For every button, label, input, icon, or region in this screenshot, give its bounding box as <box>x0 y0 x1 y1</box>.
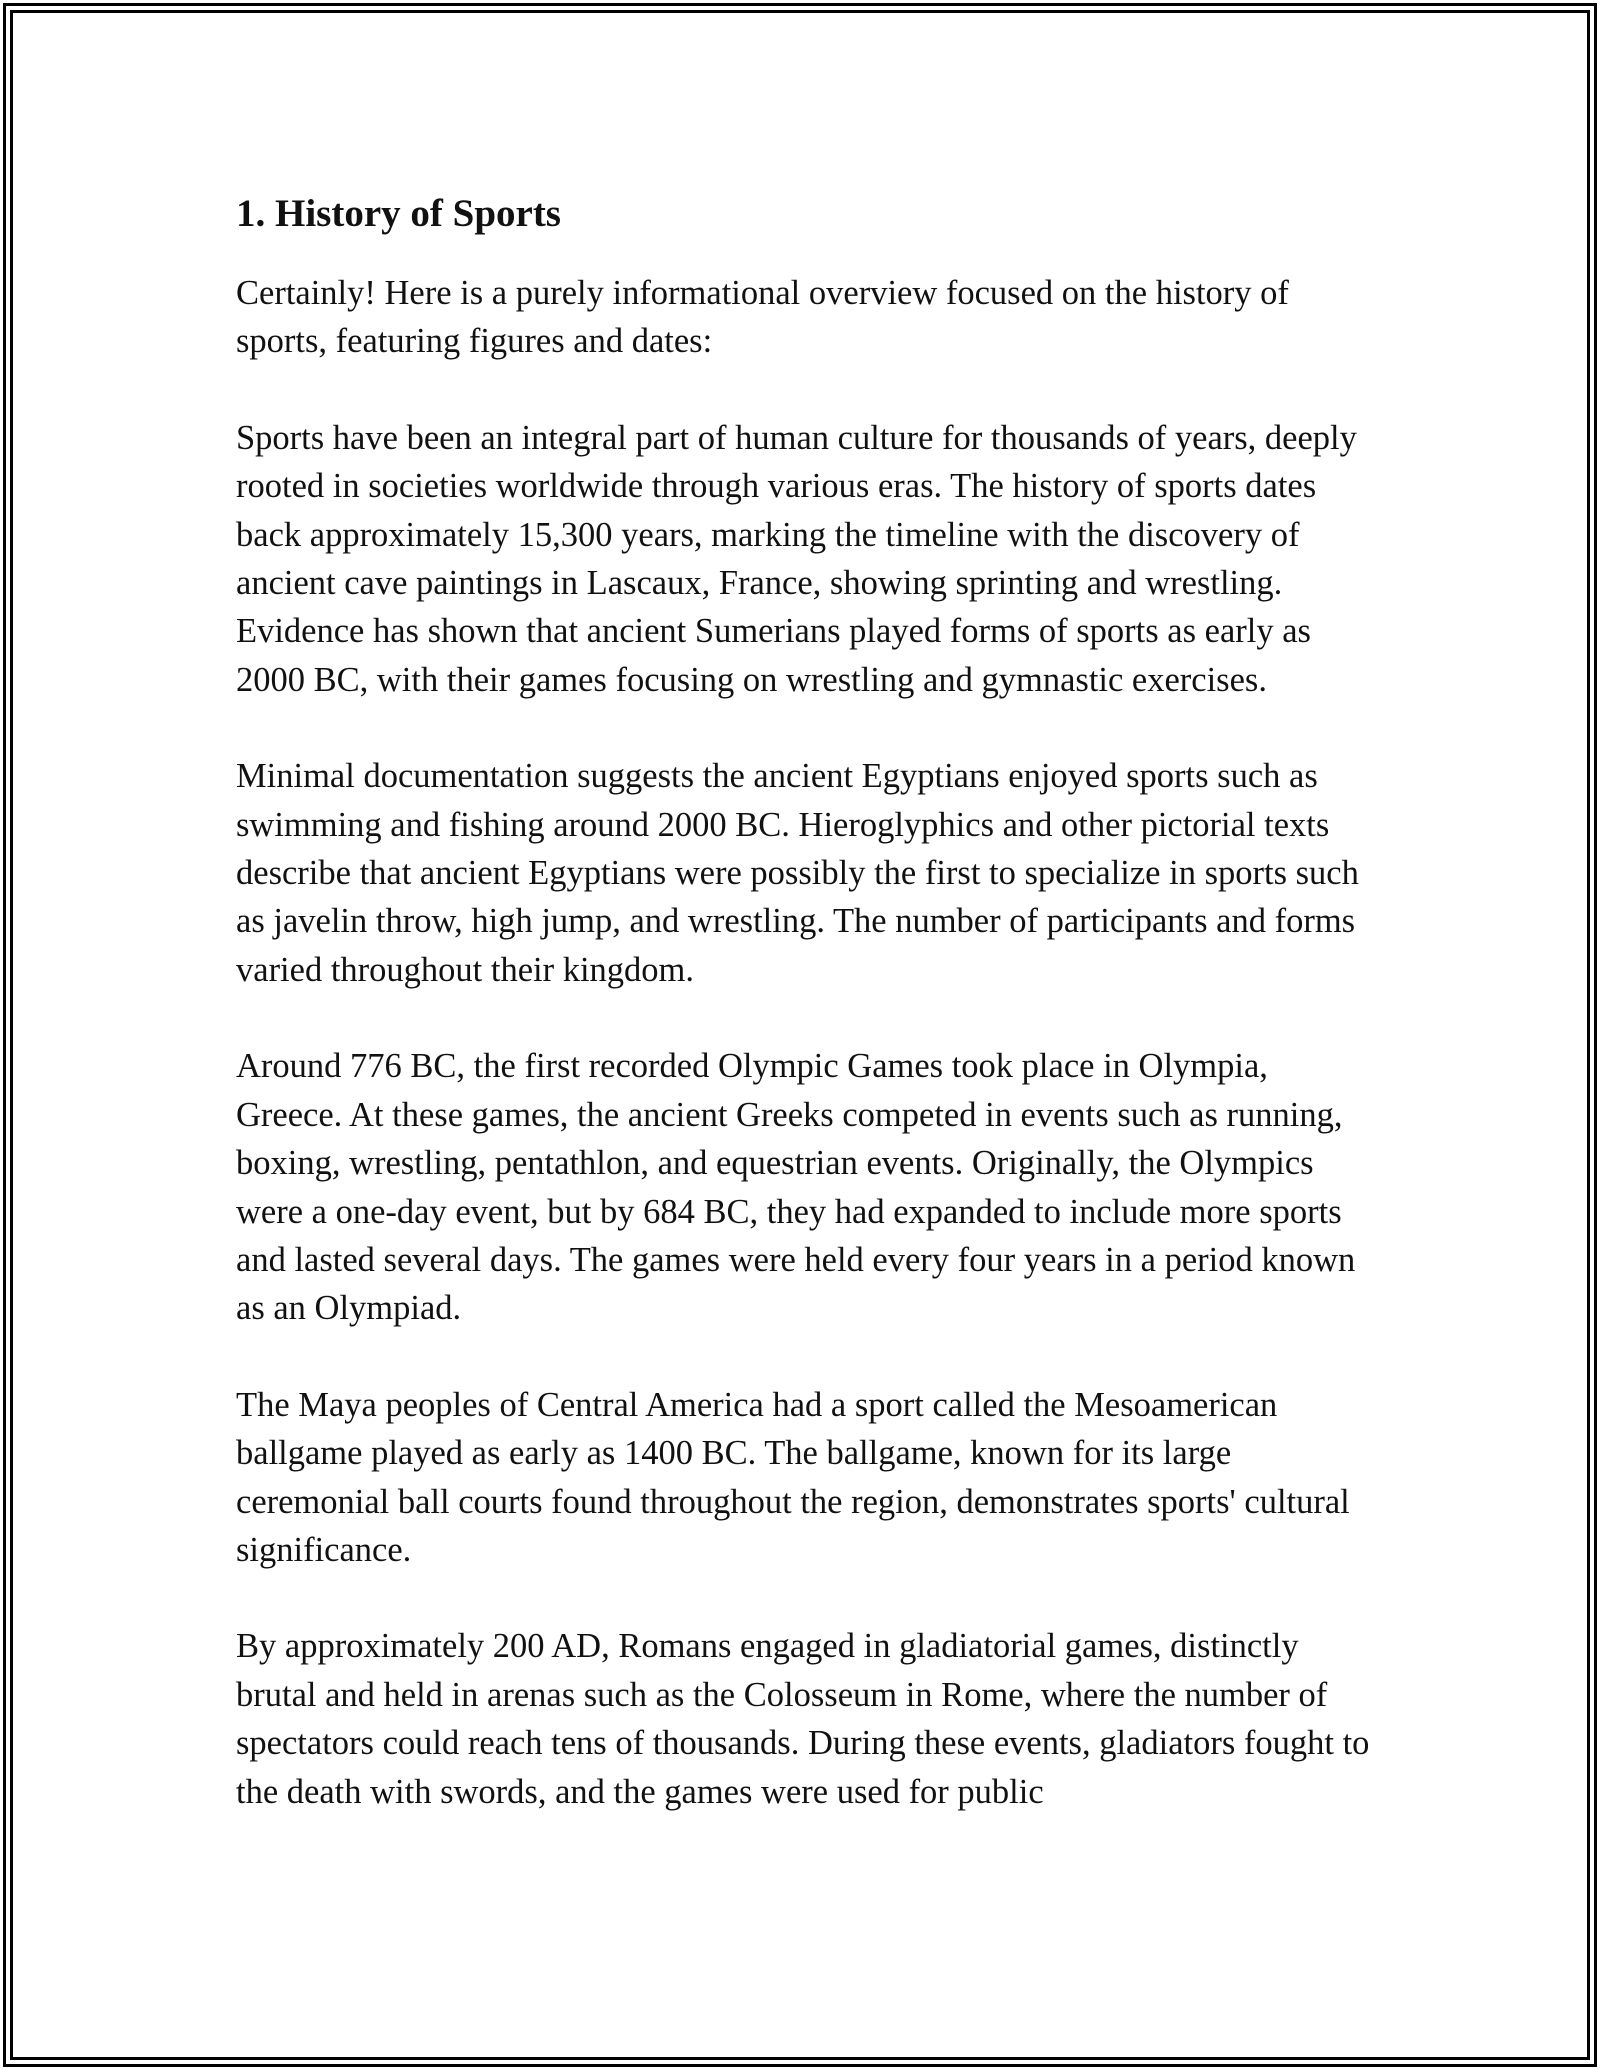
paragraph-rome: By approximately 200 AD, Romans engaged in gladiatorial games, distinctly brutal and held in arenas such as the Colosseum in Rome, where the number of spectators could reach tens of thousands. During these events, gladiators fought to the death with swords, and the games were used for public <box>236 1627 1370 1811</box>
paragraph-intro: Certainly! Here is a purely informational overview focused on the history of sports, featuring figures and dates: <box>236 274 1289 361</box>
document-body <box>236 183 1376 1864</box>
paragraph-olympics: Around 776 BC, the first recorded Olympic Games took place in Olympia, Greece. At these games, the ancient Greeks competed in events such as running, boxing, wrestling, pentathlon, and equestrian events. Originally, the Olympics were a one-day event, but by 684 BC, they had expanded to include more sports and lasted several days. The games were held every four years in a period known as an Olympiad. <box>236 1047 1356 1328</box>
paragraph-prehistory: Sports have been an integral part of human culture for thousands of years, deeply rooted in societies worldwide through various eras. The history of sports dates back approximately 15,300 years, marking the timeline with the discovery of ancient cave paintings in Lascaux, France, showing sprinting and wrestling. Evidence has shown that ancient Sumerians played forms of sports as early as 2000 BC, with their games focusing on wrestling and gymnastic exercises. <box>236 418 1357 699</box>
paragraph-egypt: Minimal documentation suggests the ancient Egyptians enjoyed sports such as swimming and fishing around 2000 BC. Hieroglyphics and other pictorial texts describe that ancient Egyptians were possibly the first to specialize in sports such as javelin throw, high jump, and wrestling. The number of participants and forms varied throughout their kingdom. <box>236 757 1359 989</box>
section-heading: 1. History of Sports <box>236 192 561 235</box>
paragraph-maya: The Maya peoples of Central America had a sport called the Mesoamerican ballgame played as early as 1400 BC. The ballgame, known for its large ceremonial ball courts found throughout the region, demonstrates sports' cultural significance. <box>236 1385 1350 1569</box>
